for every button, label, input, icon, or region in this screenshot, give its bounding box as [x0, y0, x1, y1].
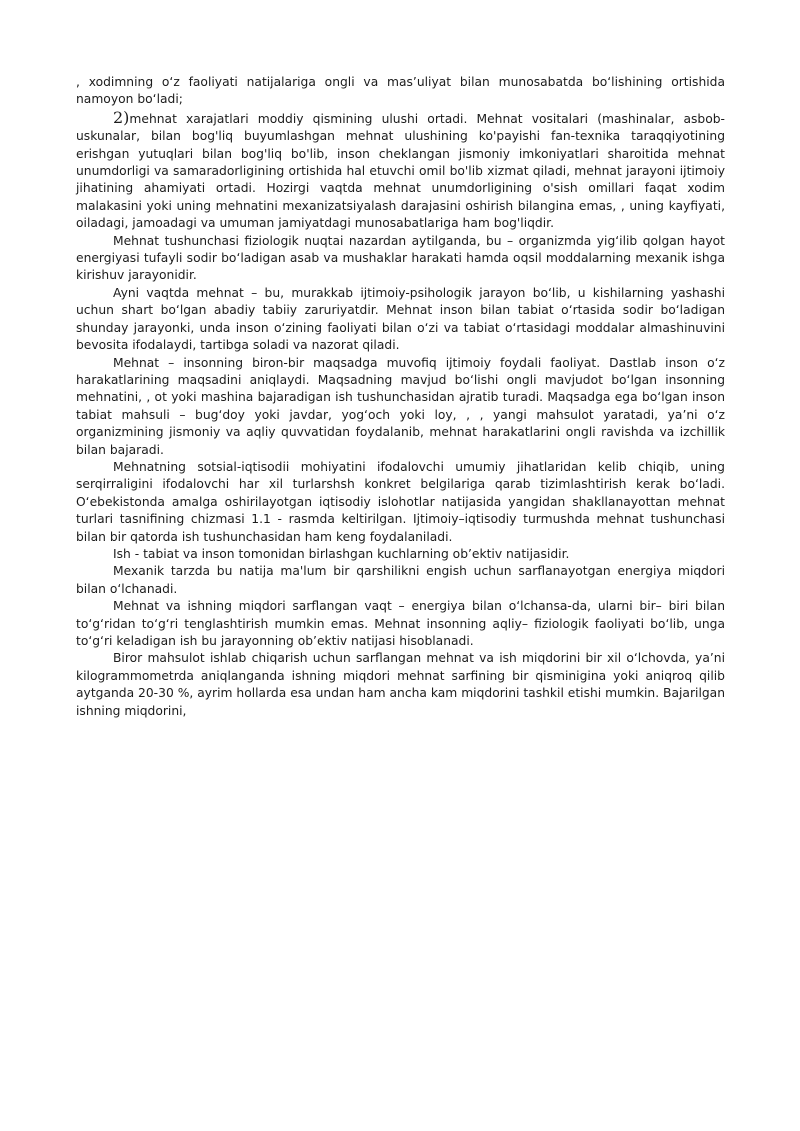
paragraph-9: [76, 598, 725, 650]
paragraph-text: Mehnat tushunchasi fiziologik nuqtai nazardan aytilganda, bu – organizmda yig‘ilib qolgan hayot energiyasi tufayli sodir bo‘ladigan asab va mushaklar harakati hamda oqsil moddalarning mexanik ishga kirishuv jarayonidir.: [76, 233, 725, 283]
paragraph-6: [76, 459, 725, 546]
paragraph-text: , xodimning o‘z faoliyati natijalariga ongli va mas’uliyat bilan munosabatda bo‘lishining ortishida namoyon bo‘ladi;: [76, 75, 725, 107]
paragraph-text: Mehnat va ishning miqdori sarflangan vaqt – energiya bilan o‘lchansa-da, ularni bir– biri bilan to‘g‘ridan to‘g‘ri tenglashtirish mumkin emas. Mehnat insonning aqliy– fiziologik faoliyati bo‘lib, unga to‘g‘ri keladigan ish bu jarayonning ob’ektiv natijasi hisoblanadi.: [76, 599, 725, 648]
paragraph-text: Ish - tabiat va inson tomonidan birlashgan kuchlarning ob’ektiv natijasidir.: [113, 546, 570, 561]
paragraph-4: [76, 285, 725, 355]
paragraph-3: [76, 233, 725, 285]
paragraph-text: Mexanik tarzda bu natija ma'lum bir qarshilikni engish uchun sarflanayotgan energiya miqdori bilan o‘lchanadi.: [76, 564, 725, 596]
paragraph-text: Biror mahsulot ishlab chiqarish uchun sarflangan mehnat va ish miqdorini bir xil o‘lchovda, ya’ni kilogrammometrda aniqlanganda ishning miqdori mehnat sarfining bir qisminigina yoki aniqroq qilib aytganda 20-30 %, ayrim hollarda esa undan ham ancha kam miqdorini tashkil etishi mumkin. Bajarilgan ishning miqdorini,: [76, 651, 725, 718]
paragraph-text: Mehnatning sotsial-iqtisodii mohiyatini ifodalovchi umumiy jihatlaridan kelib chiqib, uning serqirraligini ifodalovchi har xil turlarshsh konkret belgilariga qarab tizimlashtirish kerak bo‘ladi. O‘ebekistonda amalga oshirilayotgan iqtisodiy islohotlar natijasida yangidan shakllanayottan mehnat turlari tasnifining chizmasi 1.1 - rasmda keltirilgan. Ijtimoiy–iqtisodiy turmushda mehnat tushunchasi bilan bir qatorda ish tushunchasidan ham keng foydalaniladi.: [76, 459, 725, 544]
paragraph-text: mehnat xarajatlari moddiy qismining ulushi ortadi. Mehnat vositalari (mashinalar, asbob-uskunalar, bilan bog'liq buyumlashgan mehnat ulushining ko'payishi fan-texnika taraqqiyotining erishgan yutuqlari bilan bog'liq bo'lib, inson cheklangan jismoniy imkoniyatlari sharoitida mehnat unumdorligi va samaradorligining ortishida hal etuvchi omil bo'lib xizmat qiladi, mehnat jarayoni ijtimoiy jihatining ahamiyati ortadi. Hozirgi vaqtda mehnat unumdorligining o'sish omillari faqat xodim malakasini yoki uning mehnatini mexanizatsiyalash darajasini oshirish bilangina emas, , uning kayfiyati, oiladagi, jamoadagi va umuman jamiyatdagi munosabatlariga ham bog'liqdir.: [76, 111, 725, 231]
paragraph-8: [76, 563, 725, 598]
document-page: [76, 74, 725, 720]
list-number: 2): [113, 107, 130, 127]
paragraph-10: [76, 650, 725, 720]
paragraph-7: [76, 546, 725, 563]
paragraph-5: [76, 355, 725, 459]
paragraph-2: [76, 109, 725, 233]
paragraph-text: Ayni vaqtda mehnat – bu, murakkab ijtimoiy-psihologik jarayon bo‘lib, u kishilarning yashashi uchun shart bo‘lgan abadiy tabiiy zaruriyatdir. Mehnat inson bilan tabiat o‘rtasida sodir bo‘ladigan shunday jarayonki, unda inson o‘zining faoliyati bilan o‘zi va tabiat o‘rtasidagi moddalar almashinuvini bevosita ifodalaydi, tartibga soladi va nazorat qiladi.: [76, 285, 725, 353]
paragraph-1: [76, 74, 725, 109]
paragraph-text: Mehnat – insonning biron-bir maqsadga muvofiq ijtimoiy foydali faoliyat. Dastlab inson o‘z harakatlarining maqsadini aniqlaydi. Maqsadning mavjud bo‘lishi ongli mavjudot bo‘lgan insonning mehnatini, , ot yoki mashina bajaradigan ish tushunchasidan ajratib turadi. Maqsadga ega bo‘lgan inson tabiat mahsuli – bug‘doy yoki javdar, yog‘och yoki loy, , , yangi mahsulot yaratadi, ya’ni o‘z organizmining jismoniy va aqliy quvvatidan foydalanib, mehnat harakatlarini ongli ravishda va izchillik bilan bajaradi.: [76, 355, 725, 457]
